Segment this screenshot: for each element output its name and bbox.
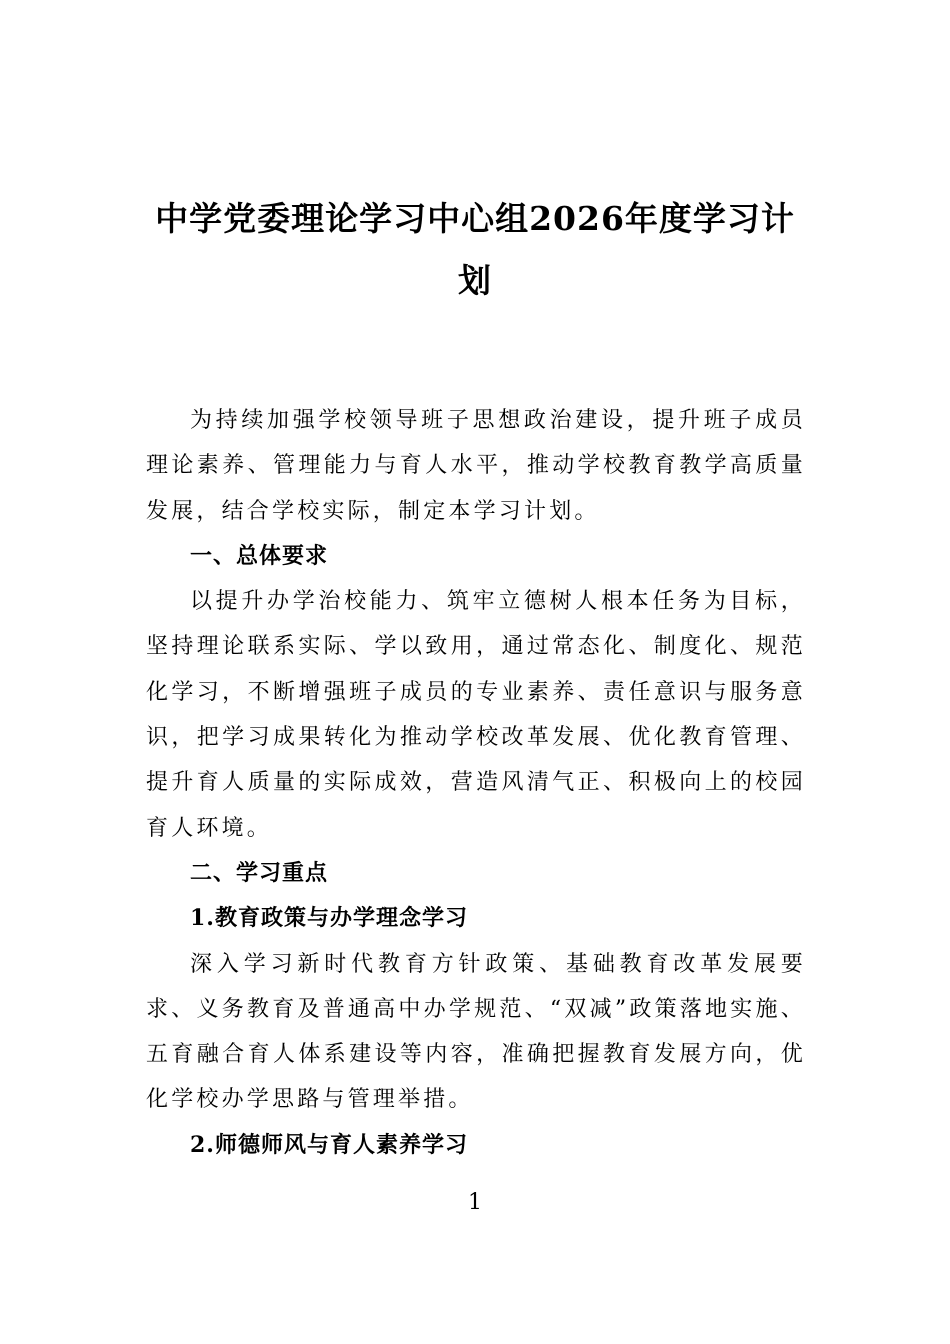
- subheading-teacher-ethics: 2.师德师风与育人素养学习: [190, 1131, 468, 1158]
- section-heading-study-focus: 二、学习重点: [190, 860, 329, 886]
- document-body: [146, 398, 806, 1168]
- page-number: 1: [468, 1190, 482, 1215]
- education-policy-paragraph: 深入学习新时代教育方针政策、基础教育改革发展要求、义务教育及普通高中办学规范、“双减”政策落地实施、五育融合育人体系建设等内容，准确把握教育发展方向，优化学校办学思路与管理举措。: [146, 951, 806, 1113]
- subheading-education-policy: 1.教育政策与办学理念学习: [190, 905, 468, 932]
- section-heading-general-requirements: 一、总体要求: [190, 543, 329, 569]
- document-title: 中学党委理论学习中心组2026年度学习计划: [155, 199, 795, 300]
- general-requirements-paragraph: 以提升办学治校能力、筑牢立德树人根本任务为目标，坚持理论联系实际、学以致用，通过常态化、制度化、规范化学习，不断增强班子成员的专业素养、责任意识与服务意识，把学习成果转化为推动学校改革发展、优化教育管理、提升育人质量的实际成效，营造风清气正、积极向上的校园育人环境。: [146, 589, 806, 841]
- intro-paragraph: 为持续加强学校领导班子思想政治建设，提升班子成员理论素养、管理能力与育人水平，推动学校教育教学高质量发展，结合学校实际，制定本学习计划。: [146, 408, 806, 524]
